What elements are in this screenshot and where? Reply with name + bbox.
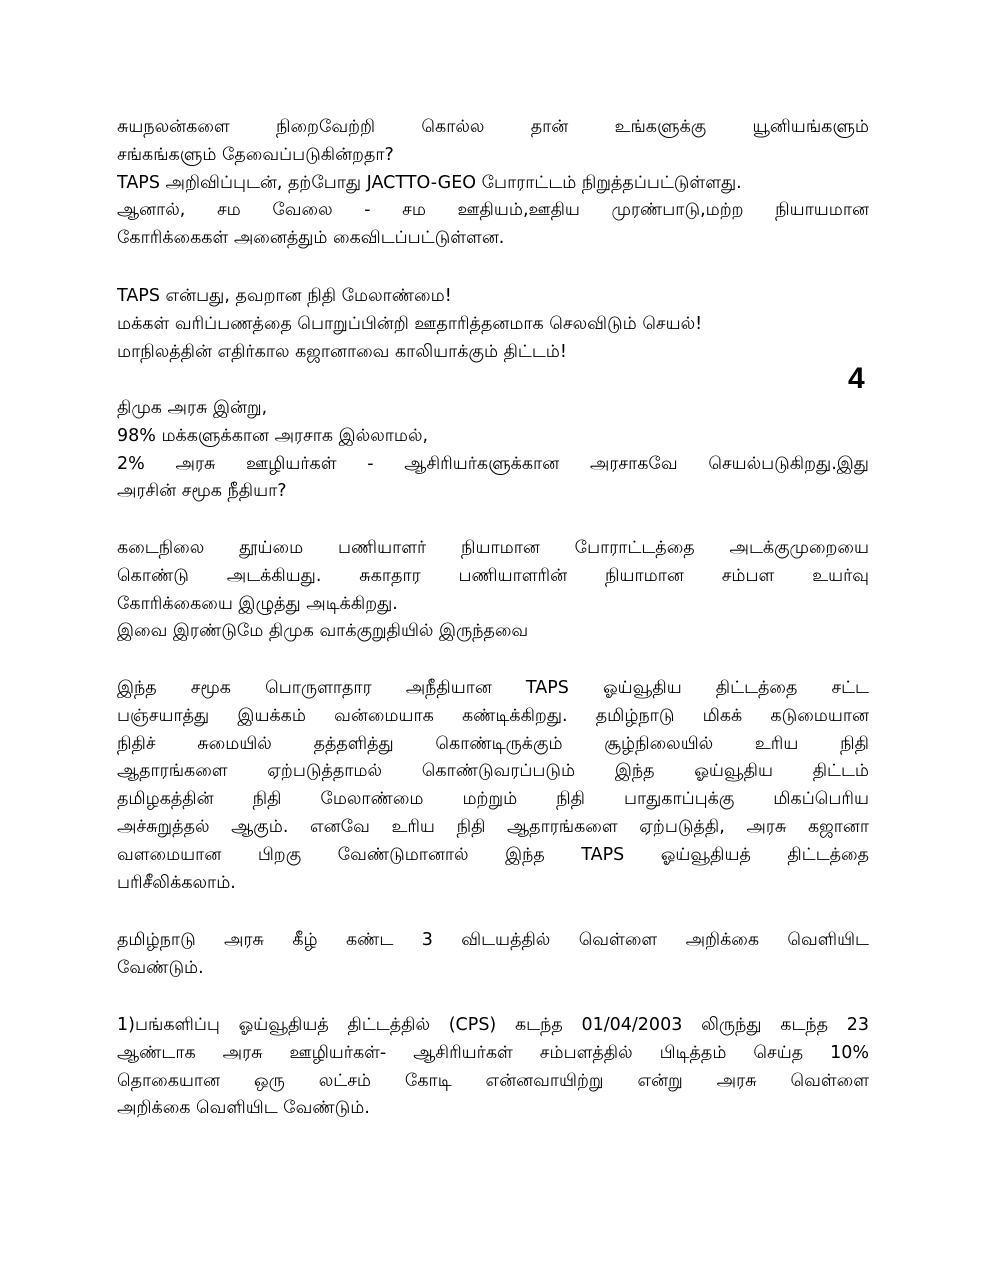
text-line: அச்சுறுத்தல் ஆகும். எனவே உரிய நிதி ஆதாரங்களை ஏற்படுத்தி, அரசு கஜானா <box>117 816 869 837</box>
text-line: கோரிக்கைகள் அனைத்தும் கைவிடப்பட்டுள்ளன. <box>117 228 505 249</box>
text-line: பஞ்சயாத்து இயக்கம் வன்மையாக கண்டிக்கிறது. தமிழ்நாடு மிகக் கடுமையான <box>117 705 869 726</box>
text-line: இந்த சமூக பொருளாதார அநீதியான TAPS ஓய்வூதிய திட்டத்தை சட்ட <box>117 678 869 698</box>
text-line: வளமையான பிறகு வேண்டுமானால் இந்த TAPS ஓய்வூதியத் திட்டத்தை <box>117 844 869 865</box>
text-line: வேண்டும். <box>117 957 204 978</box>
text-line: மக்கள் வரிப்பணத்தை பொறுப்பின்றி ஊதாரித்தனமாக செலவிடும் செயல்! <box>117 313 703 334</box>
text-line: மாநிலத்தின் எதிர்கால கஜானாவை காலியாக்கும் திட்டம்! <box>117 341 567 362</box>
text-line: ஆண்டாக அரசு ஊழியர்கள்- ஆசிரியர்கள் சம்பளத்தில் பிடித்தம் செய்த 10% <box>117 1042 869 1063</box>
text-line: சுயநலன்களை நிறைவேற்றி கொல்ல தான் உங்களுக்கு யூனியங்களும் <box>117 117 869 137</box>
paragraph-cps-demand <box>117 1012 869 1123</box>
text-line: TAPS என்பது, தவறான நிதி மேலாண்மை! <box>117 286 452 306</box>
text-line: ஆதாரங்களை ஏற்படுத்தாமல் கொண்டுவரப்படும் இந்த ஓய்வூதிய திட்டம் <box>117 761 869 782</box>
text-line: சங்கங்களும் தேவைப்படுகின்றதா? <box>117 144 394 165</box>
text-line: நிதிச் சுமையில் தத்தளித்து கொண்டிருக்கும் சூழ்நிலையில் உரிய நிதி <box>117 733 869 754</box>
text-line: 2% அரசு ஊழியர்கள் - ஆசிரியர்களுக்கான அரசாகவே செயல்படுகிறது.இது <box>117 453 869 474</box>
text-line: கொண்டு அடக்கியது. சுகாதார பணியாளரின் நியாமான சம்பள உயர்வு <box>117 565 869 586</box>
text-line: ஆனால், சம வேலை - சம ஊதியம்,ஊதிய முரண்பாடு,மற்ற நியாயமான <box>117 200 869 221</box>
text-line: இவை இரண்டுமே திமுக வாக்குறுதியில் இருந்தவை <box>117 621 529 642</box>
paragraph-white-paper <box>117 927 869 983</box>
text-line: பரிசீலிக்கலாம். <box>117 872 236 893</box>
text-line: தமிழ்நாடு அரசு கீழ் கண்ட 3 விடயத்தில் வெள்ளை அறிக்கை வெளியிட <box>117 930 869 950</box>
text-line: தொகையான ஒரு லட்சம் கோடி என்னவாயிற்று என்று அரசு வெள்ளை <box>117 1070 869 1091</box>
paragraph-dmk-government <box>117 395 869 506</box>
text-line: 98% மக்களுக்கான அரசாக இல்லாமல், <box>117 425 429 446</box>
paragraph-unions <box>117 114 869 253</box>
paragraph-condemnation <box>117 675 869 897</box>
text-line: கோரிக்கையை இழுத்து அடிக்கிறது. <box>117 593 398 614</box>
text-line: அரசின் சமூக நீதியா? <box>117 481 287 502</box>
paragraph-workers <box>117 535 869 646</box>
text-line: 1)பங்களிப்பு ஓய்வூதியத் திட்டத்தில் (CPS) கடந்த 01/04/2003 லிருந்து கடந்த 23 <box>117 1015 869 1035</box>
text-line: அறிக்கை வெளியிட வேண்டும். <box>117 1098 370 1119</box>
text-line: கடைநிலை தூய்மை பணியாளர் நியாமான போராட்டத்தை அடக்குமுறையை <box>117 538 869 558</box>
text-line: TAPS அறிவிப்புடன், தற்போது JACTTO-GEO போராட்டம் நிறுத்தப்பட்டுள்ளது. <box>117 172 742 193</box>
text-line: தமிழகத்தின் நிதி மேலாண்மை மற்றும் நிதி பாதுகாப்புக்கு மிகப்பெரிய <box>117 789 869 810</box>
page-number: 4 <box>848 362 865 395</box>
paragraph-taps-definition <box>117 283 869 366</box>
text-line: திமுக அரசு இன்று, <box>117 398 268 418</box>
